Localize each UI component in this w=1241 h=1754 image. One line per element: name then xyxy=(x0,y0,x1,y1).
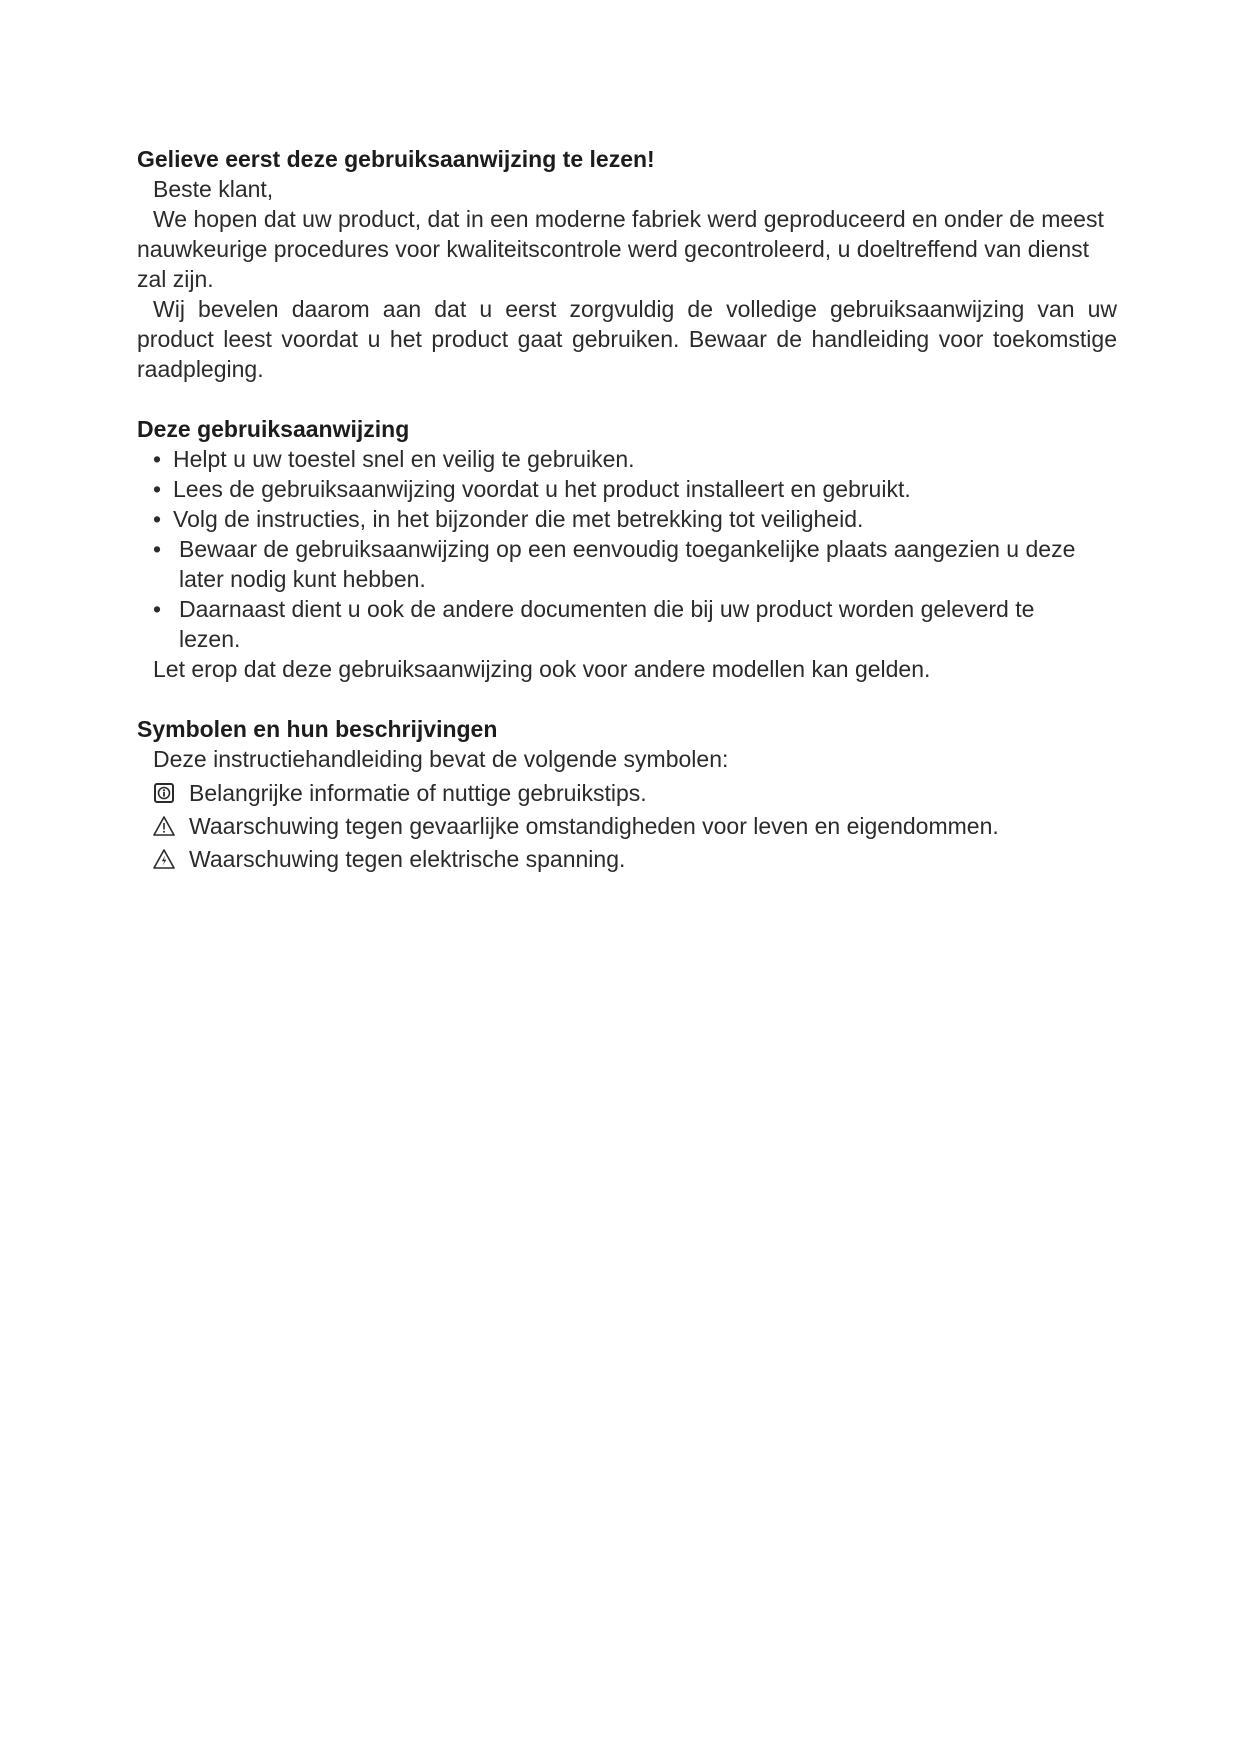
warning-icon xyxy=(153,815,175,837)
bullet-icon: • xyxy=(153,536,162,562)
intro-heading: Gelieve eerst deze gebruiksaanwijzing te lezen! xyxy=(137,146,655,172)
list-item-text: Lees de gebruiksaanwijzing voordat u het product installeert en gebruikt. xyxy=(173,476,911,502)
info-icon xyxy=(153,782,175,804)
bullet-icon: • xyxy=(153,506,162,532)
electric-warning-icon xyxy=(153,848,175,870)
list-item xyxy=(153,534,1117,594)
list-item xyxy=(153,594,1117,654)
list-item-text: Volg de instructies, in het bijzonder die met betrekking tot veiligheid. xyxy=(173,506,864,532)
symbol-description: Waarschuwing tegen elektrische spanning. xyxy=(189,845,626,872)
symbols-intro: Deze instructiehandleiding bevat de volgende symbolen: xyxy=(153,746,729,772)
intro-paragraph-1 xyxy=(137,204,1117,294)
spacer xyxy=(137,684,1117,714)
symbol-row-warning xyxy=(137,809,1117,842)
symbol-description: Belangrijke informatie of nuttige gebruikstips. xyxy=(189,779,647,806)
manual-note: Let erop dat deze gebruiksaanwijzing ook voor andere modellen kan gelden. xyxy=(153,656,931,682)
intro-paragraph-1-text: We hopen dat uw product, dat in een moderne fabriek werd geproduceerd en onder de meest nauwkeurige procedures voor kwaliteitscontrole werd gecontroleerd, u doeltreffend van dienst zal zijn. xyxy=(137,206,1104,292)
document-page xyxy=(137,144,1117,875)
spacer xyxy=(137,384,1117,414)
list-item-text: Daarnaast dient u ook de andere documenten die bij uw product worden geleverd te lezen. xyxy=(179,596,1035,652)
symbol-row-info xyxy=(137,776,1117,809)
manual-bullet-list xyxy=(137,444,1117,654)
salutation: Beste klant, xyxy=(153,176,274,202)
list-item xyxy=(153,504,1117,534)
manual-heading: Deze gebruiksaanwijzing xyxy=(137,416,410,442)
intro-paragraph-2 xyxy=(137,294,1117,384)
list-item-text: Helpt u uw toestel snel en veilig te gebruiken. xyxy=(173,446,635,472)
symbol-row-electric-warning xyxy=(137,842,1117,875)
bullet-icon: • xyxy=(153,596,162,622)
bullet-icon: • xyxy=(153,446,162,472)
symbols-heading: Symbolen en hun beschrijvingen xyxy=(137,716,498,742)
list-item xyxy=(153,444,1117,474)
bullet-icon: • xyxy=(153,476,162,502)
list-item-text: Bewaar de gebruiksaanwijzing op een eenvoudig toegankelijke plaats aangezien u deze later nodig kunt hebben. xyxy=(179,536,1076,592)
list-item xyxy=(153,474,1117,504)
intro-paragraph-2-text: Wij bevelen daarom aan dat u eerst zorgvuldig de volledige gebruiksaanwijzing van uw product leest voordat u het product gaat gebruiken. Bewaar de handleiding voor toekomstige raadpleging. xyxy=(137,296,1117,382)
symbol-description: Waarschuwing tegen gevaarlijke omstandigheden voor leven en eigendommen. xyxy=(189,812,999,839)
